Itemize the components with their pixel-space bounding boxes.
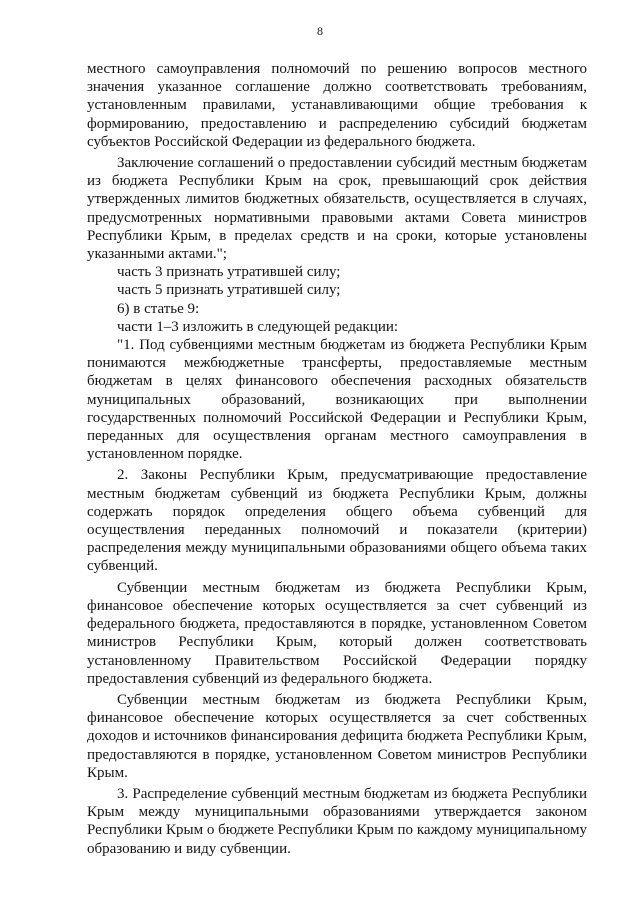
paragraph: часть 5 признать утратившей силу;	[117, 282, 341, 299]
paragraph: Субвенции местным бюджетам из бюджета Республики Крым, финансовое обеспечение которых осуществляется за счет субвенций из федерального бюджета, предоставляются в порядке, установленном Советом министров Республики Крым, который должен соответствовать установленному Правительством Российской Федерации порядку предоставления субвенций из федерального бюджета.	[87, 579, 587, 687]
paragraph: 6) в статье 9:	[117, 300, 200, 317]
page-number: 8	[317, 24, 323, 38]
paragraph: местного самоуправления полномочий по решению вопросов местного значения указанное соглашение должно соответствовать требованиям, установленным правилами, устанавливающими общие требования к формированию, предоставлению и распределению субсидий бюджетам субъектов Российской Федерации из федерального бюджета.	[87, 61, 587, 150]
paragraph: 2. Законы Республики Крым, предусматривающие предоставление местным бюджетам субвенций из бюджета Республики Крым, должны содержать порядок определения общего объема субвенций для осуществления переданных полномочий и показатели (критерии) распределения между муниципальными образованиями общего объема таких субвенций.	[87, 467, 587, 575]
document-body	[87, 60, 587, 858]
paragraph: часть 3 признать утратившей силу;	[117, 264, 341, 281]
paragraph: "1. Под субвенциями местным бюджетам из бюджета Республики Крым понимаются межбюджетные трансферты, предоставляемые местным бюджетам в целях финансового обеспечения расходных обязательств муниципальных образований, возникающих при выполнении государственных полномочий Российской Федерации и Республики Крым, переданных для осуществления органам местного самоуправления в установленном порядке.	[87, 337, 587, 463]
paragraph: части 1–3 изложить в следующей редакции:	[117, 318, 399, 335]
paragraph: Субвенции местным бюджетам из бюджета Республики Крым, финансовое обеспечение которых осуществляется за счет собственных доходов и источников финансирования дефицита бюджета Республики Крым, предоставляются в порядке, установленном Советом министров Республики Крым.	[87, 691, 587, 781]
paragraph: Заключение соглашений о предоставлении субсидий местным бюджетам из бюджета Республики Крым на срок, превышающий срок действия утвержденных лимитов бюджетных обязательств, осуществляется в случаях, предусмотренных нормативными правовыми актами Совета министров Республики Крым, в пределах средств и на сроки, которые установлены указанными актами.";	[87, 155, 587, 263]
paragraph: 3. Распределение субвенций местным бюджетам из бюджета Республики Крым между муниципальными образованиями утверждается законом Республики Крым о бюджете Республики Крым по каждому муниципальному образованию и виду субвенции.	[87, 785, 587, 857]
